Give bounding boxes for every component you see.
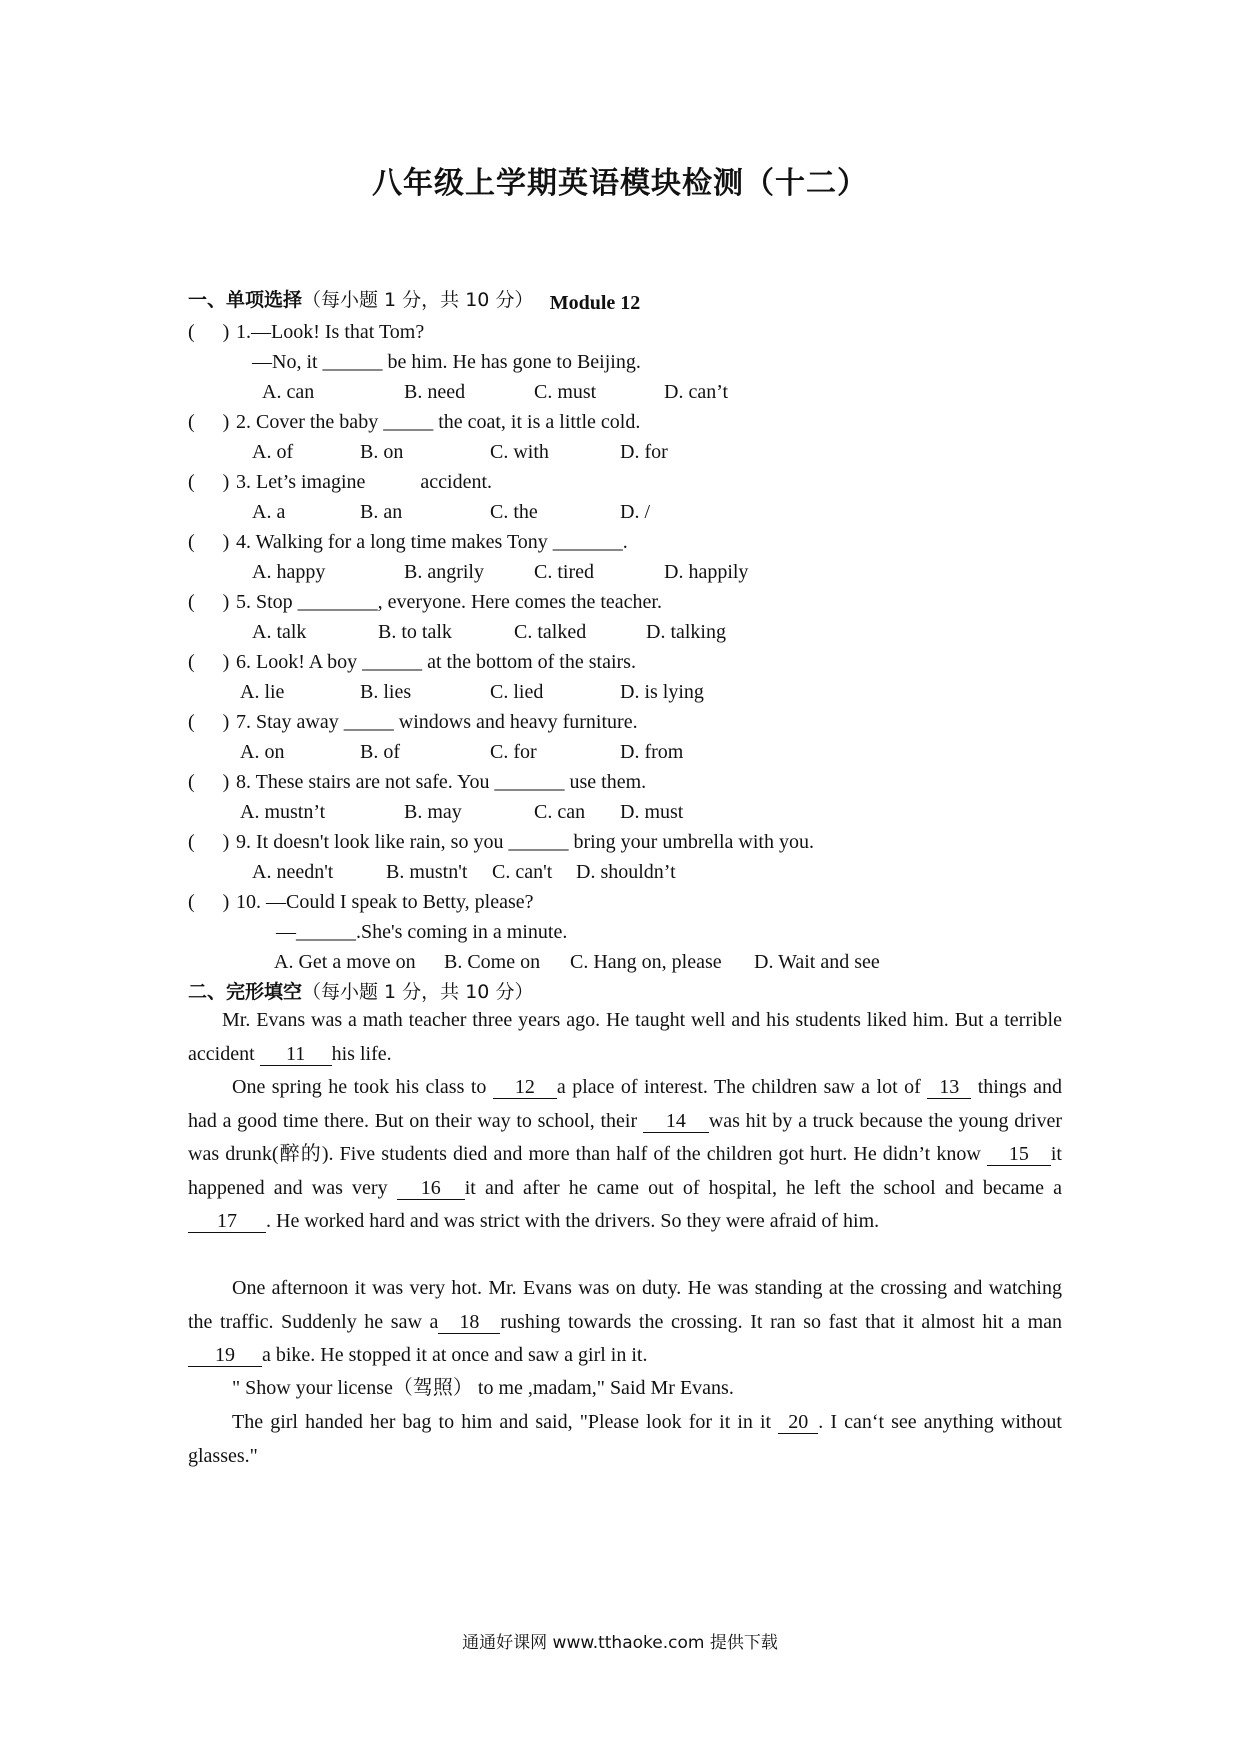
question-7	[188, 710, 638, 734]
cloze-blank-18[interactable]: 18	[438, 1311, 500, 1334]
option-d[interactable]: D. talking	[646, 621, 726, 643]
cloze-paragraph-4: " Show your license（驾照） to me ,madam," Said Mr Evans.	[232, 1377, 734, 1399]
section2-note: （每小题 1 分，共 10 分）	[302, 981, 534, 1003]
option-d[interactable]: D. happily	[664, 561, 749, 583]
option-b[interactable]: B. an	[360, 501, 403, 523]
question-stem: 8. These stairs are not safe. You _______ use them.	[236, 771, 647, 793]
question-3	[188, 470, 492, 494]
option-d[interactable]: D. from	[620, 741, 684, 763]
option-c[interactable]: C. can	[534, 801, 586, 823]
option-d[interactable]: D. must	[620, 801, 684, 823]
question-stem: 5. Stop ________, everyone. Here comes the teacher.	[236, 591, 662, 613]
question-stem: 4. Walking for a long time makes Tony _______.	[236, 531, 628, 553]
option-a[interactable]: A. on	[240, 741, 285, 763]
question-4	[188, 530, 628, 554]
option-c[interactable]: C. must	[534, 381, 597, 403]
option-a[interactable]: A. happy	[252, 561, 326, 583]
option-a[interactable]: A. lie	[240, 681, 285, 703]
answer-bracket[interactable]: ( )	[188, 471, 230, 493]
answer-bracket[interactable]: ( )	[188, 891, 230, 913]
answer-bracket[interactable]: ( )	[188, 591, 230, 613]
question-8	[188, 770, 646, 794]
option-a[interactable]: A. can	[262, 381, 315, 403]
question-5	[188, 590, 662, 614]
option-c[interactable]: C. lied	[490, 681, 544, 703]
option-b[interactable]: B. Come on	[444, 951, 541, 973]
cloze-blank-16[interactable]: 16	[397, 1177, 465, 1200]
footer-source: 通通好课网 www.tthaoke.com 提供下载	[462, 1633, 778, 1653]
cloze-blank-13[interactable]: 13	[927, 1076, 971, 1099]
option-b[interactable]: B. of	[360, 741, 400, 763]
module-label: Module 12	[549, 292, 641, 314]
option-d[interactable]: D. can’t	[664, 381, 729, 403]
question-stem: 10. —Could I speak to Betty, please?	[236, 891, 534, 913]
section2-heading	[188, 980, 533, 1004]
option-a[interactable]: A. Get a move on	[274, 951, 416, 973]
cloze-blank-19[interactable]: 19	[188, 1344, 262, 1367]
option-b[interactable]: B. lies	[360, 681, 412, 703]
question-2	[188, 410, 640, 434]
section1-title: 一、单项选择	[188, 289, 303, 311]
question-stem: 1.—Look! Is that Tom?	[236, 321, 425, 343]
option-b[interactable]: B. may	[404, 801, 462, 823]
cloze-blank-15[interactable]: 15	[987, 1143, 1051, 1166]
answer-bracket[interactable]: ( )	[188, 531, 230, 553]
question-stem: 7. Stay away _____ windows and heavy furniture.	[236, 711, 638, 733]
option-d[interactable]: D. is lying	[620, 681, 704, 703]
cloze-blank-14[interactable]: 14	[643, 1110, 709, 1133]
answer-bracket[interactable]: ( )	[188, 651, 230, 673]
section1-heading	[188, 288, 533, 312]
option-b[interactable]: B. to talk	[378, 621, 452, 643]
option-a[interactable]: A. needn't	[252, 861, 334, 883]
answer-bracket[interactable]: ( )	[188, 771, 230, 793]
option-d[interactable]: D. /	[620, 501, 650, 523]
question-10-reply: —______.She's coming in a minute.	[276, 921, 568, 943]
cloze-blank-20[interactable]: 20	[778, 1411, 818, 1434]
option-a[interactable]: A. a	[252, 501, 286, 523]
cloze-blank-17[interactable]: 17	[188, 1210, 266, 1233]
option-a[interactable]: A. talk	[252, 621, 307, 643]
question-6	[188, 650, 636, 674]
page-title: 八年级上学期英语模块检测（十二）	[372, 166, 868, 201]
cloze-paragraph-2: One spring he took his class to 12 a place of interest. The children saw a lot of 13 things and had a good time there. But on their way to school, their 14 was hit by a truck because the young driver was drunk(醉的). Five students died and more than half of the children got hurt. He didn’t know 15 it happened and was very 16 it and after he came out of hospital, he left the school and became a 17 . He worked hard and was strict with the drivers. So they were afraid of him.	[188, 1076, 1063, 1232]
question-stem: 2. Cover the baby _____ the coat, it is a little cold.	[236, 411, 641, 433]
option-c[interactable]: C. for	[490, 741, 537, 763]
option-d[interactable]: D. Wait and see	[754, 951, 880, 973]
option-d[interactable]: D. shouldn’t	[576, 861, 676, 883]
cloze-blank-12[interactable]: 12	[493, 1076, 557, 1099]
question-stem: 6. Look! A boy ______ at the bottom of the stairs.	[236, 651, 636, 673]
answer-bracket[interactable]: ( )	[188, 831, 230, 853]
section2-title: 二、完形填空	[188, 981, 303, 1003]
answer-bracket[interactable]: ( )	[188, 711, 230, 733]
question-stem: 3. Let’s imagine accident.	[236, 471, 493, 493]
option-a[interactable]: A. mustn’t	[240, 801, 326, 823]
option-b[interactable]: B. mustn't	[386, 861, 468, 883]
question-9	[188, 830, 814, 854]
option-b[interactable]: B. need	[404, 381, 466, 403]
option-c[interactable]: C. talked	[514, 621, 587, 643]
option-c[interactable]: C. with	[490, 441, 549, 463]
option-b[interactable]: B. angrily	[404, 561, 484, 583]
option-d[interactable]: D. for	[620, 441, 668, 463]
answer-bracket[interactable]: ( )	[188, 321, 230, 343]
option-c[interactable]: C. the	[490, 501, 538, 523]
answer-bracket[interactable]: ( )	[188, 411, 230, 433]
option-c[interactable]: C. tired	[534, 561, 594, 583]
question-stem: 9. It doesn't look like rain, so you ______ bring your umbrella with you.	[236, 831, 814, 853]
cloze-paragraph-5: The girl handed her bag to him and said, "Please look for it in it 20 . I can‘t see anything without glasses."	[188, 1411, 1062, 1467]
option-b[interactable]: B. on	[360, 441, 404, 463]
option-a[interactable]: A. of	[252, 441, 294, 463]
option-c[interactable]: C. can't	[492, 861, 553, 883]
option-c[interactable]: C. Hang on, please	[570, 951, 722, 973]
question-1-reply: —No, it ______ be him. He has gone to Beijing.	[252, 351, 641, 373]
cloze-paragraph-1: Mr. Evans was a math teacher three years ago. He taught well and his students liked him. But a terrible accident 11 his life.	[188, 1009, 1062, 1065]
section1-note: （每小题 1 分，共 10 分）	[302, 289, 534, 311]
question-10	[188, 890, 534, 914]
cloze-blank-11[interactable]: 11	[260, 1043, 332, 1066]
cloze-paragraph-3: One afternoon it was very hot. Mr. Evans was on duty. He was standing at the crossing and watching the traffic. Suddenly he saw a 18 rushing towards the crossing. It ran so fast that it almost hit a man19 a bike. He stopped it at once and saw a girl in it.	[188, 1277, 1062, 1366]
question-1	[188, 320, 424, 344]
